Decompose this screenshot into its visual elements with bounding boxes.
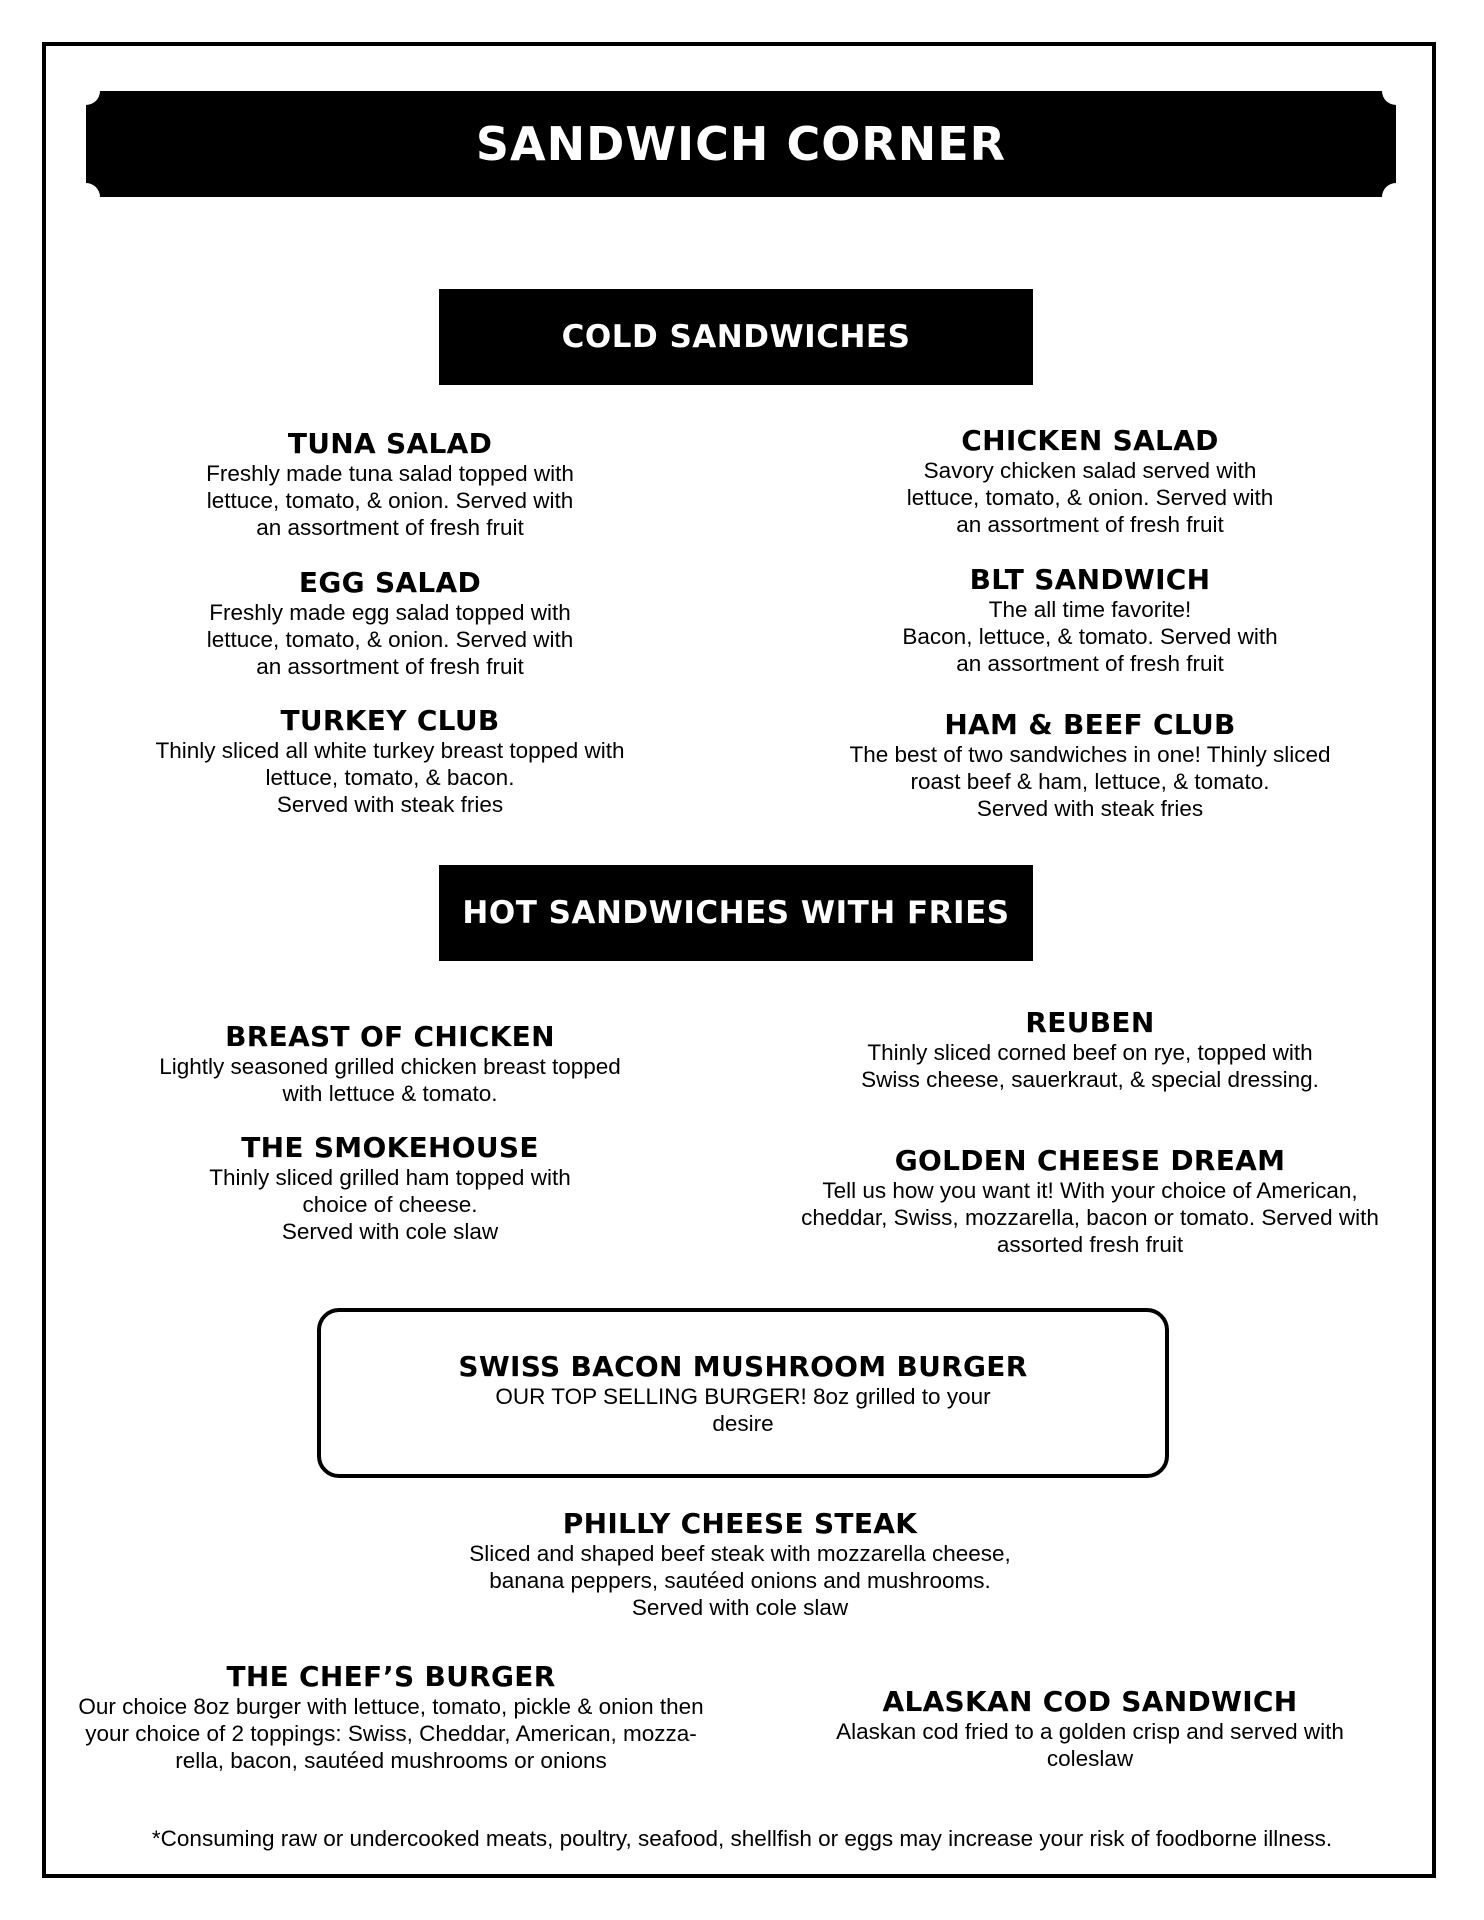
item-description: Savory chicken salad served with lettuce, tomato, & onion. Served with an assortment of fresh fruit [906,458,1274,537]
item-name: ALASKAN COD SANDWICH [882,1685,1298,1718]
page-title: SANDWICH CORNER [475,117,1007,171]
item-name: HAM & BEEF CLUB [944,708,1236,741]
menu-item-the-smokehouse [90,1132,690,1245]
item-name: GOLDEN CHEESE DREAM [894,1144,1286,1177]
item-description: Freshly made tuna salad topped with lettuce, tomato, & onion. Served with an assortment of fresh fruit [206,461,574,540]
item-name: CHICKEN SALAD [961,424,1219,457]
item-description: Thinly sliced grilled ham topped with choice of cheese. Served with cole slaw [209,1165,571,1244]
item-description: Tell us how you want it! With your choice of American, cheddar, Swiss, mozzarella, bacon or tomato. Served with assorted fresh fruit [801,1178,1379,1257]
menu-item-tuna-salad [90,428,690,541]
title-banner [86,91,1396,197]
item-description: Thinly sliced all white turkey breast topped with lettuce, tomato, & bacon. Served with steak fries [155,738,625,817]
menu-item-chicken-salad [790,425,1390,538]
section-hot-sandwiches: HOT SANDWICHES WITH FRIES [439,865,1033,961]
menu-item-breast-of-chicken [90,1021,690,1107]
item-description: Thinly sliced corned beef on rye, topped with Swiss cheese, sauerkraut, & special dressing. [861,1040,1319,1092]
menu-item-philly-cheese-steak [390,1508,1090,1621]
item-description: Our choice 8oz burger with lettuce, tomato, pickle & onion then your choice of 2 toppings: Swiss, Cheddar, American, mozza- rella, bacon, sautéed mushrooms or onions [78,1694,704,1773]
menu-item-turkey-club [90,705,690,818]
menu-item-egg-salad [90,567,690,680]
section-cold-sandwiches: COLD SANDWICHES [439,289,1033,385]
menu-item-reuben [770,1007,1410,1093]
item-description: The best of two sandwiches in one! Thinly sliced roast beef & ham, lettuce, & tomato. Served with steak fries [849,742,1331,821]
item-name: TUNA SALAD [287,427,493,460]
item-name: SWISS BACON MUSHROOM BURGER [458,1350,1028,1383]
item-name: REUBEN [1025,1006,1155,1039]
item-description: Alaskan cod fried to a golden crisp and served with coleslaw [836,1719,1344,1771]
menu-item-golden-cheese-dream [750,1145,1430,1258]
menu-item-the-chefs-burger [46,1661,736,1774]
item-name: BREAST OF CHICKEN [225,1020,555,1053]
item-description: OUR TOP SELLING BURGER! 8oz grilled to your desire [495,1384,991,1436]
health-disclaimer: *Consuming raw or undercooked meats, poultry, seafood, shellfish or eggs may increase your risk of foodborne illness. [151,1826,1333,1851]
item-description: The all time favorite! Bacon, lettuce, & tomato. Served with an assortment of fresh fruit [902,597,1278,676]
item-description: Lightly seasoned grilled chicken breast topped with lettuce & tomato. [159,1054,621,1106]
item-name: EGG SALAD [298,566,482,599]
item-name: TURKEY CLUB [280,704,500,737]
item-name: PHILLY CHEESE STEAK [562,1507,918,1540]
menu-item-swiss-bacon-mushroom-burger [317,1351,1169,1437]
menu-item-blt-sandwich [790,564,1390,677]
item-name: THE CHEF’S BURGER [226,1660,556,1693]
item-description: Freshly made egg salad topped with lettuce, tomato, & onion. Served with an assortment of fresh fruit [206,600,574,679]
menu-item-ham-beef-club [790,709,1390,822]
menu-item-alaskan-cod-sandwich [770,1686,1410,1772]
item-name: THE SMOKEHOUSE [241,1131,539,1164]
item-name: BLT SANDWICH [969,563,1211,596]
item-description: Sliced and shaped beef steak with mozzarella cheese, banana peppers, sautéed onions and mushrooms. Served with cole slaw [469,1541,1011,1620]
